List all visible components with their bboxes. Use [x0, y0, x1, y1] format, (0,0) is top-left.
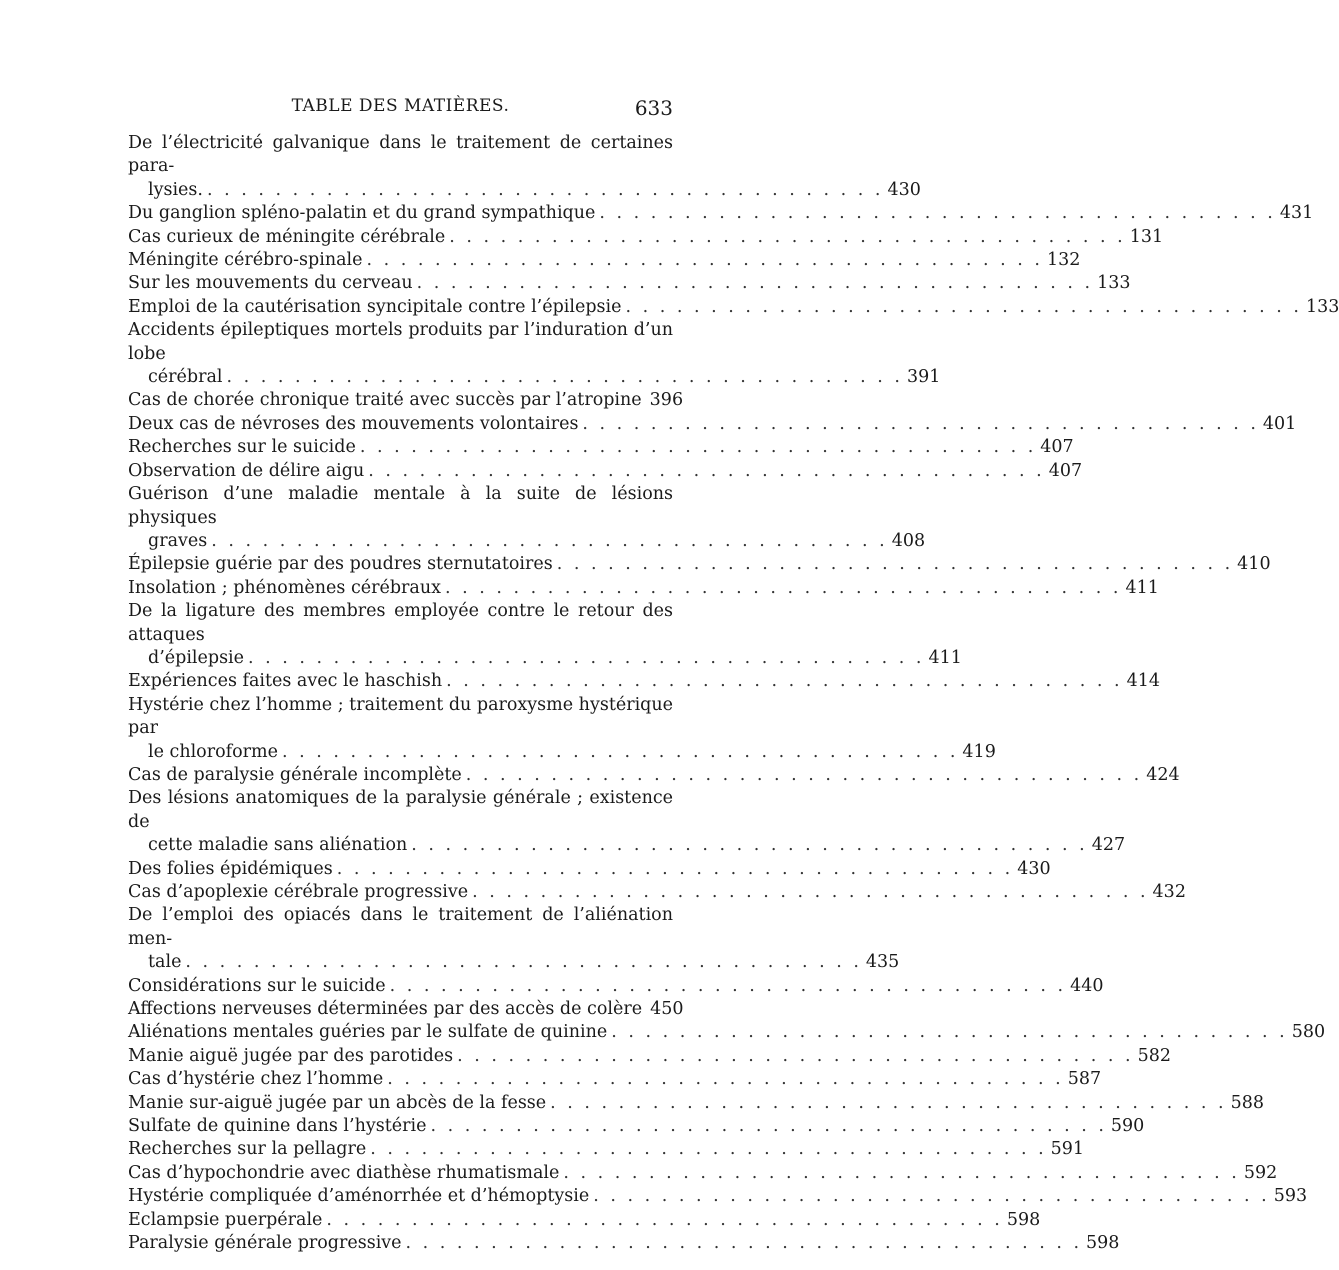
toc-entry-page: 430	[1017, 858, 1051, 879]
toc-entry-text: Affections nerveuses déterminées par des accès de colère	[128, 999, 643, 1020]
toc-entry	[128, 132, 921, 202]
toc-entry-page: 590	[1110, 1116, 1145, 1137]
toc-entry-text: De l’électricité galvanique dans le traitement de certaines para-	[128, 133, 673, 177]
toc-entry-text: Observation de délire aigu	[128, 460, 365, 481]
toc-entry-text: tale	[148, 952, 182, 973]
dot-leader: . . . . . . . . . . . . . . . . . . . . . . . . . . . . . . . . . . . . . . . .	[185, 952, 862, 973]
dot-leader: . . . . . . . . . . . . . . . . . . . . . . . . . . . . . . . . . . . . . . . .	[368, 460, 1045, 481]
toc-entry	[128, 998, 684, 1021]
toc-entry-text: Hystérie chez l’homme ; traitement du paroxysme hystérique par	[128, 694, 673, 739]
dot-leader: . . . . . . . . . . . . . . . . . . . . . . . . . . . . . . . . . . . . . . . .	[444, 577, 1122, 598]
toc-entry-text: cette maladie sans aliénation	[148, 835, 408, 856]
toc-entry-page: 131	[1129, 226, 1164, 247]
toc-entry-text: Épilepsie guérie par des poudres sternutatoires	[128, 554, 553, 575]
toc-entry	[128, 787, 1126, 857]
toc-entry-page: 580	[1291, 1022, 1326, 1043]
dot-leader: . . . . . . . . . . . . . . . . . . . . . . . . . . . . . . . . . . . . . . . .	[563, 1162, 1240, 1183]
page-number: 633	[634, 96, 673, 120]
toc-entry-text: Expériences faites avec le haschish	[128, 671, 443, 692]
toc-entry-page: 432	[1152, 882, 1186, 902]
toc-entry	[128, 272, 1131, 295]
toc-entry-page: 407	[1048, 460, 1083, 481]
toc-entry	[128, 600, 962, 670]
toc-entry	[128, 1232, 1120, 1255]
dot-leader: . . . . . . . . . . . . . . . . . . . . . . . . . . . . . . . . . . . . . . . .	[326, 1209, 1003, 1230]
toc-entry-text: Cas d’apoplexie cérébrale progressive	[128, 882, 469, 902]
toc-entry	[128, 296, 1339, 319]
toc-entry-text: Hystérie compliquée d’aménorrhée et d’hémoptysie	[128, 1186, 590, 1207]
toc-entry	[128, 389, 684, 412]
dot-leader: . . . . . . . . . . . . . . . . . . . . . . . . . . . . . . . . . . . . . . . .	[625, 296, 1302, 317]
toc-entry	[128, 413, 1297, 436]
dot-leader: . . . . . . . . . . . . . . . . . . . . . . . . . . . . . . . . . . . . . . . .	[389, 975, 1067, 996]
dot-leader: . . . . . . . . . . . . . . . . . . . . . . . . . . . . . . . . . . . . . . . .	[366, 250, 1043, 271]
dot-leader: . . . . . . . . . . . . . . . . . . . . . . . . . . . . . . . . . . . . . . . .	[211, 530, 888, 551]
toc-entry-text: Du ganglion spléno-palatin et du grand sympathique	[128, 203, 596, 224]
table-of-contents	[128, 132, 1339, 1256]
toc-entry-page: 410	[1237, 554, 1271, 575]
toc-entry-text: Des lésions anatomiques de la paralysie générale ; existence de	[128, 788, 673, 832]
toc-entry	[128, 1138, 1085, 1161]
toc-entry-page: 419	[962, 741, 996, 762]
toc-entry-text: Sulfate de quinine dans l’hystérie	[128, 1116, 427, 1137]
toc-entry-text: lysies.	[148, 179, 203, 200]
dot-leader: . . . . . . . . . . . . . . . . . . . . . . . . . . . . . . . . . . . . . . . .	[465, 764, 1143, 785]
toc-entry-text: De la ligature des membres employée contre le retour des attaques	[128, 601, 673, 645]
toc-entry-text: De l’emploi des opiacés dans le traitement de l’aliénation men-	[128, 905, 673, 949]
toc-entry-text: Accidents épileptiques mortels produits par l’induration d’un lobe	[128, 320, 673, 364]
dot-leader: . . . . . . . . . . . . . . . . . . . . . . . . . . . . . . . . . . . . . . . .	[446, 671, 1123, 692]
toc-entry-text: Eclampsie puerpérale	[128, 1209, 323, 1230]
toc-entry	[128, 226, 1164, 249]
toc-entry	[128, 904, 900, 974]
toc-entry	[128, 1092, 1265, 1115]
toc-entry-page: 593	[1273, 1186, 1308, 1207]
toc-entry-page: 440	[1070, 975, 1104, 996]
toc-entry	[128, 1209, 1041, 1232]
toc-entry-page: 401	[1262, 413, 1297, 434]
toc-entry	[128, 764, 1180, 787]
dot-leader: . . . . . . . . . . . . . . . . . . . . . . . . . . . . . . . . . . . . . . . .	[582, 413, 1259, 434]
toc-entry-page: 411	[1125, 577, 1159, 598]
dot-leader: . . . . . . . . . . . . . . . . . . . . . . . . . . . . . . . . . . . . . . . .	[593, 1186, 1270, 1207]
toc-entry-text: Aliénations mentales guéries par le sulfate de quinine	[128, 1022, 608, 1043]
toc-entry-page: 407	[1040, 437, 1074, 458]
toc-entry-page: 435	[865, 952, 900, 973]
toc-entry-text: d’épilepsie	[148, 647, 245, 668]
dot-leader: . . . . . . . . . . . . . . . . . . . . . . . . . . . . . . . . . . . . . . . .	[370, 1139, 1047, 1160]
toc-entry	[128, 1021, 1326, 1044]
dot-leader: . . . . . . . . . . . . . . . . . . . . . . . . . . . . . . . . . . . . . . . .	[359, 437, 1037, 458]
toc-entry-page: 598	[1006, 1209, 1041, 1230]
dot-leader: . . . . . . . . . . . . . . . . . . . . . . . . . . . . . . . . . . . . . . . .	[449, 226, 1126, 247]
dot-leader: . . . . . . . . . . . . . . . . . . . . . . . . . . . . . . . . . . . . . . . .	[550, 1092, 1227, 1113]
toc-entry	[128, 1115, 1145, 1138]
page-header	[128, 96, 673, 126]
toc-entry-text: Sur les mouvements du cerveau	[128, 273, 413, 294]
dot-leader: . . . . . . . . . . . . . . . . . . . . . . . . . . . . . . . . . . . . . . . .	[599, 203, 1276, 224]
dot-leader: . . . . . . . . . . . . . . . . . . . . . . . . . . . . . . . . . . . . . . . .	[226, 367, 903, 388]
dot-leader: . . . . . . . . . . . . . . . . . . . . . . . . . . . . . . . . . . . . . . . .	[472, 882, 1149, 902]
toc-entry-page: 133	[1097, 273, 1131, 294]
toc-entry-text: Cas d’hypochondrie avec diathèse rhumatismale	[128, 1162, 560, 1183]
toc-entry-page: 450	[650, 999, 684, 1020]
toc-entry-text: Recherches sur la pellagre	[128, 1139, 367, 1160]
toc-entry	[128, 694, 996, 764]
toc-entry	[128, 858, 1051, 881]
toc-entry-page: 132	[1046, 250, 1081, 271]
dot-leader: . . . . . . . . . . . . . . . . . . . . . . . . . . . . . . . . . . . . . . . .	[411, 835, 1088, 856]
toc-entry-page: 408	[891, 530, 926, 551]
dot-leader: . . . . . . . . . . . . . . . . . . . . . . . . . . . . . . . . . . . . . . . .	[611, 1022, 1288, 1043]
toc-entry-text: Considérations sur le suicide	[128, 975, 386, 996]
dot-leader: . . . . . . . . . . . . . . . . . . . . . . . . . . . . . . . . . . . . . . . .	[416, 273, 1094, 294]
toc-entry	[128, 436, 1074, 459]
toc-entry-text: Méningite cérébro-spinale	[128, 250, 363, 271]
toc-entry-page: 582	[1137, 1045, 1171, 1066]
toc-entry-text: Emploi de la cautérisation syncipitale contre l’épilepsie	[128, 296, 622, 317]
toc-entry-text: cérébral	[148, 367, 223, 388]
toc-entry-page: 391	[906, 367, 941, 388]
toc-entry-page: 430	[887, 179, 921, 200]
toc-entry-page: 411	[928, 647, 962, 668]
dot-leader: . . . . . . . . . . . . . . . . . . . . . . . . . . . . . . . . . . . . . . . .	[387, 1069, 1064, 1090]
toc-entry-text: Des folies épidémiques	[128, 858, 333, 879]
dot-leader: . . . . . . . . . . . . . . . . . . . . . . . . . . . . . . . . . . . . . . . .	[281, 741, 959, 762]
running-title: TABLE DES MATIÈRES.	[291, 96, 510, 116]
dot-leader: . . . . . . . . . . . . . . . . . . . . . . . . . . . . . . . . . . . . . . . .	[430, 1116, 1107, 1137]
toc-entry-text: graves	[148, 530, 208, 551]
toc-entry	[128, 975, 1104, 998]
dot-leader: . . . . . . . . . . . . . . . . . . . . . . . . . . . . . . . . . . . . . . . .	[206, 179, 884, 200]
toc-entry-page: 587	[1067, 1069, 1102, 1090]
toc-entry-page: 431	[1279, 203, 1314, 224]
toc-entry-text: Cas de chorée chronique traité avec succès par l’atropine	[128, 390, 642, 411]
toc-entry	[128, 483, 926, 553]
toc-entry-page: 133	[1305, 296, 1339, 317]
toc-entry-text: Deux cas de névroses des mouvements volontaires	[128, 413, 579, 434]
dot-leader: . . . . . . . . . . . . . . . . . . . . . . . . . . . . . . . . . . . . . . . .	[405, 1233, 1083, 1254]
toc-entry-page: 588	[1230, 1092, 1265, 1113]
toc-entry-text: Paralysie générale progressive	[128, 1233, 402, 1254]
toc-entry	[128, 670, 1160, 693]
toc-entry-text: Cas curieux de méningite cérébrale	[128, 226, 446, 247]
toc-entry-text: Manie sur-aiguë jugée par un abcès de la fesse	[128, 1092, 547, 1113]
toc-entry	[128, 460, 1083, 483]
toc-entry-text: Manie aiguë jugée par des parotides	[128, 1045, 454, 1066]
toc-entry	[128, 577, 1159, 600]
toc-entry-page: 591	[1050, 1139, 1085, 1160]
toc-entry	[128, 1185, 1308, 1208]
toc-entry-page: 396	[649, 390, 684, 411]
toc-entry	[128, 249, 1081, 272]
toc-entry	[128, 202, 1314, 225]
toc-entry-page: 424	[1146, 764, 1180, 785]
toc-entry-page: 592	[1243, 1162, 1278, 1183]
toc-entry-page: 414	[1126, 671, 1160, 692]
dot-leader: . . . . . . . . . . . . . . . . . . . . . . . . . . . . . . . . . . . . . . . .	[248, 647, 925, 668]
toc-entry-text: Insolation ; phénomènes cérébraux	[128, 577, 441, 598]
toc-entry-text: Recherches sur le suicide	[128, 437, 356, 458]
toc-entry-text: Guérison d’une maladie mentale à la suite de lésions physiques	[128, 484, 673, 528]
toc-entry	[128, 881, 1186, 904]
dot-leader: . . . . . . . . . . . . . . . . . . . . . . . . . . . . . . . . . . . . . . . .	[457, 1045, 1134, 1066]
toc-entry	[128, 1045, 1171, 1068]
toc-entry	[128, 1068, 1102, 1091]
dot-leader: . . . . . . . . . . . . . . . . . . . . . . . . . . . . . . . . . . . . . . . .	[336, 858, 1014, 879]
toc-entry-page: 427	[1091, 835, 1126, 856]
toc-entry	[128, 553, 1271, 576]
dot-leader: . . . . . . . . . . . . . . . . . . . . . . . . . . . . . . . . . . . . . . . .	[556, 554, 1234, 575]
toc-entry-text: le chloroforme	[148, 741, 278, 762]
toc-entry	[128, 319, 941, 389]
toc-entry-text: Cas d’hystérie chez l’homme	[128, 1069, 384, 1090]
toc-entry-page: 598	[1086, 1233, 1120, 1254]
toc-entry-text: Cas de paralysie générale incomplète	[128, 764, 462, 785]
toc-entry	[128, 1162, 1278, 1185]
